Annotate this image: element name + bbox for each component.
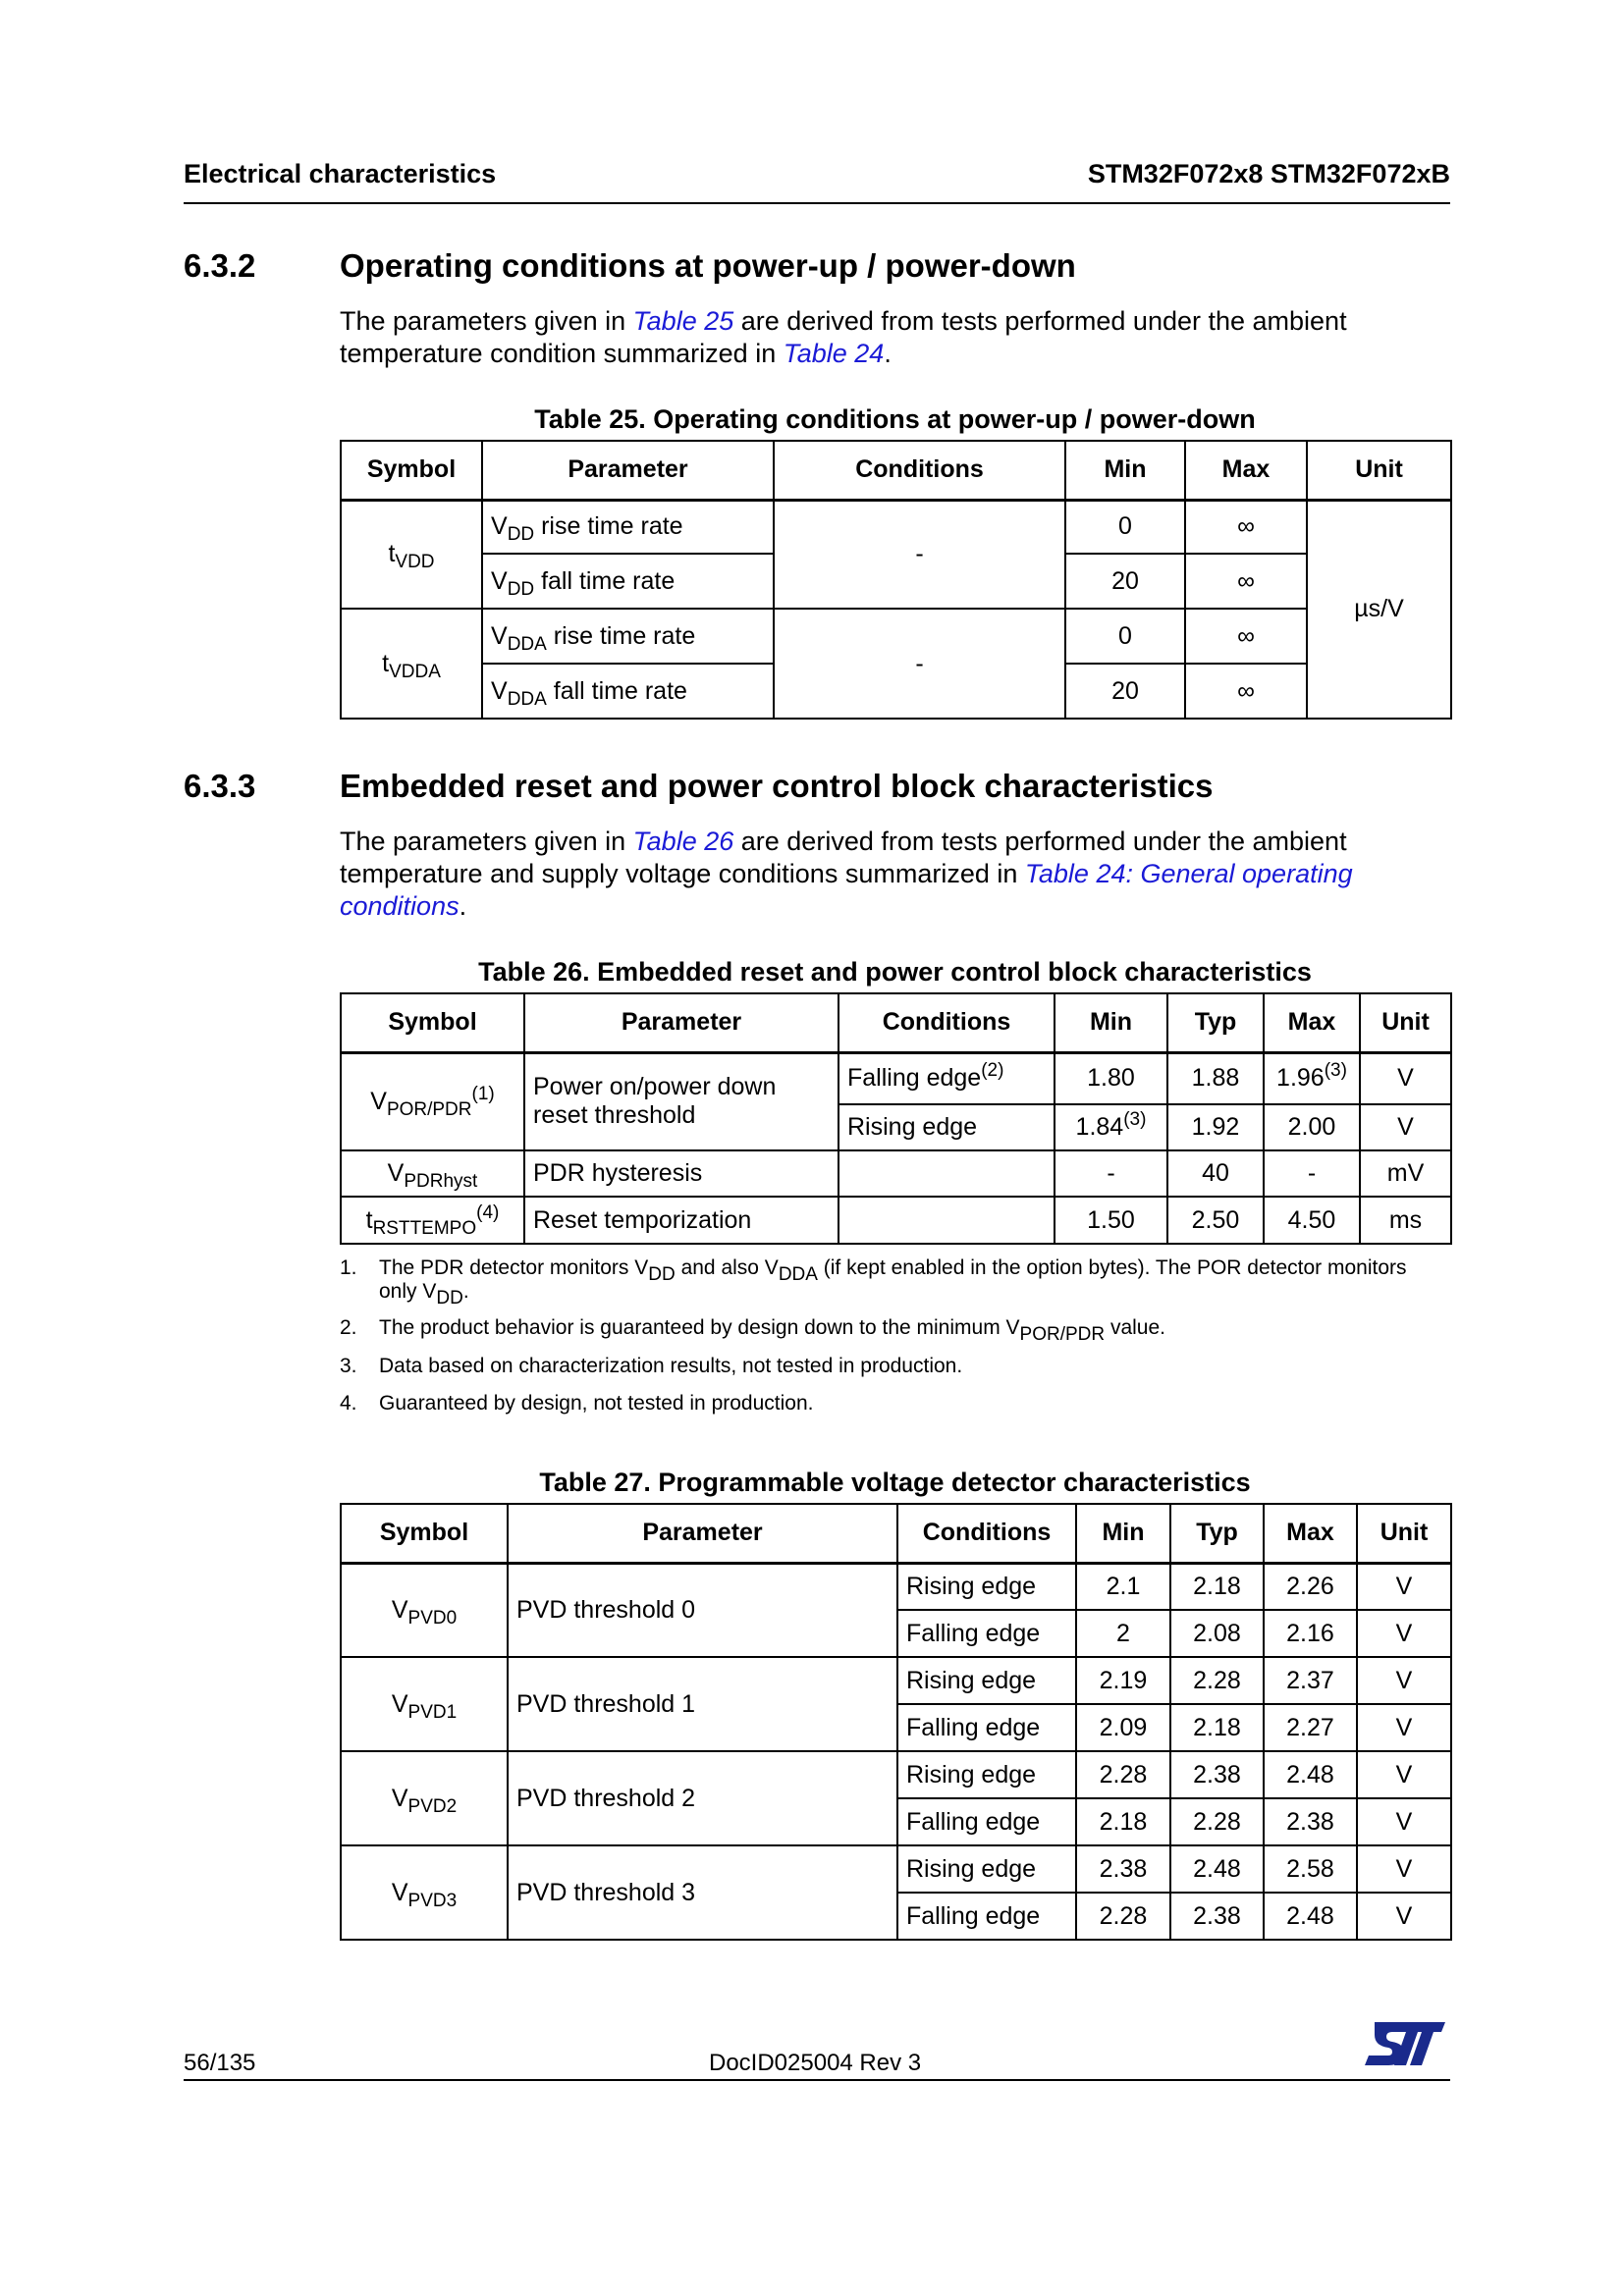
table-26 xyxy=(340,992,1452,1245)
t27-unit: V xyxy=(1357,1610,1451,1657)
t26-max: - xyxy=(1264,1150,1360,1197)
table-26-link[interactable]: Table 26 xyxy=(632,827,734,856)
t27-header-parameter: Parameter xyxy=(508,1504,897,1563)
t27-min: 2.09 xyxy=(1076,1704,1170,1751)
t25-header-max: Max xyxy=(1185,441,1307,500)
t25-param-vdda-fall: $V_{DDA}$ fall time rate xyxy=(482,664,774,719)
t27-symbol-vpvd2: $V_{PVD2}$ xyxy=(341,1751,508,1845)
section-title-632: Operating conditions at power-up / power-down xyxy=(340,247,1076,284)
t27-typ: 2.08 xyxy=(1170,1610,1264,1657)
t25-header-min: Min xyxy=(1065,441,1185,500)
t26-header-symbol: Symbol xyxy=(341,993,524,1052)
table-27-caption: Table 27. Programmable voltage detector characteristics xyxy=(539,1468,1251,1497)
t25-max: ∞ xyxy=(1185,500,1307,554)
t27-max: 2.37 xyxy=(1264,1657,1357,1704)
t27-cond: Falling edge xyxy=(897,1893,1076,1940)
t26-max: 1.96$^{(3)}$ xyxy=(1264,1052,1360,1104)
t25-header-conditions: Conditions xyxy=(774,441,1065,500)
t27-max: 2.58 xyxy=(1264,1845,1357,1893)
t27-typ: 2.28 xyxy=(1170,1657,1264,1704)
t25-max: ∞ xyxy=(1185,609,1307,664)
t27-unit: V xyxy=(1357,1657,1451,1704)
footnote-3: 3. Data based on characterization results, not tested in production. xyxy=(340,1355,963,1377)
t27-min: 2.19 xyxy=(1076,1657,1170,1704)
t26-header-min: Min xyxy=(1055,993,1167,1052)
t25-header-symbol: Symbol xyxy=(341,441,482,500)
t27-typ: 2.48 xyxy=(1170,1845,1264,1893)
t27-max: 2.26 xyxy=(1264,1563,1357,1610)
footnote-1: 1. The PDR detector monitors $V_{DD}$ and also $V_{DDA}$ (if kept enabled in the option bytes). The POR detector monitors only $V_{DD}$. xyxy=(340,1256,1407,1308)
t27-cond: Rising edge xyxy=(897,1845,1076,1893)
t27-cond: Rising edge xyxy=(897,1751,1076,1798)
t27-header-min: Min xyxy=(1076,1504,1170,1563)
t27-min: 2.28 xyxy=(1076,1893,1170,1940)
t26-min: - xyxy=(1055,1150,1167,1197)
t26-cond-hyst xyxy=(839,1150,1055,1197)
page-number: 56/135 xyxy=(184,2050,256,2076)
t27-min: 2 xyxy=(1076,1610,1170,1657)
t26-unit: mV xyxy=(1360,1150,1451,1197)
footnote-2: 2. The product behavior is guaranteed by design down to the minimum $V_{POR/PDR}$ value. xyxy=(340,1316,1165,1345)
table-27 xyxy=(340,1503,1452,1941)
t26-typ: 1.92 xyxy=(1167,1104,1264,1150)
table-25 xyxy=(340,440,1452,720)
section-title-633: Embedded reset and power control block characteristics xyxy=(340,768,1214,804)
t26-unit: V xyxy=(1360,1104,1451,1150)
t27-min: 2.28 xyxy=(1076,1751,1170,1798)
t27-max: 2.48 xyxy=(1264,1893,1357,1940)
table-24-link[interactable]: Table 24 xyxy=(783,339,885,368)
t26-unit: V xyxy=(1360,1052,1451,1104)
t27-typ: 2.38 xyxy=(1170,1751,1264,1798)
t27-header-unit: Unit xyxy=(1357,1504,1451,1563)
t25-max: ∞ xyxy=(1185,554,1307,609)
t25-min: 0 xyxy=(1065,500,1185,554)
t26-param-por: Power on/power down reset threshold xyxy=(524,1052,839,1150)
t25-param-vdda-rise: $V_{DDA}$ rise time rate xyxy=(482,609,774,664)
t26-header-parameter: Parameter xyxy=(524,993,839,1052)
t27-max: 2.27 xyxy=(1264,1704,1357,1751)
t26-min: 1.50 xyxy=(1055,1197,1167,1244)
t27-typ: 2.38 xyxy=(1170,1893,1264,1940)
t26-typ: 40 xyxy=(1167,1150,1264,1197)
t27-typ: 2.18 xyxy=(1170,1704,1264,1751)
t27-param-pvd0: PVD threshold 0 xyxy=(508,1563,897,1657)
t27-max: 2.48 xyxy=(1264,1751,1357,1798)
t27-cond: Rising edge xyxy=(897,1563,1076,1610)
t26-cond-falling: Falling edge$^{(2)}$ xyxy=(839,1052,1055,1104)
section-633-paragraph: The parameters given in Table 26 are derived from tests performed under the ambient temperature and supply voltage conditions summarized in Table 24: General operating conditions. xyxy=(340,827,1353,921)
t26-symbol-vpor: $V_{POR/PDR}^{(1)}$ xyxy=(341,1052,524,1150)
t27-header-max: Max xyxy=(1264,1504,1357,1563)
t26-header-conditions: Conditions xyxy=(839,993,1055,1052)
t27-header-conditions: Conditions xyxy=(897,1504,1076,1563)
t25-cond-2: - xyxy=(774,609,1065,719)
t26-typ: 2.50 xyxy=(1167,1197,1264,1244)
running-header-left: Electrical characteristics xyxy=(184,159,497,188)
t27-max: 2.38 xyxy=(1264,1798,1357,1845)
section-number-632: 6.3.2 xyxy=(184,247,256,284)
t27-symbol-vpvd1: $V_{PVD1}$ xyxy=(341,1657,508,1751)
t27-symbol-vpvd0: $V_{PVD0}$ xyxy=(341,1563,508,1657)
t26-cond-rst xyxy=(839,1197,1055,1244)
running-header-right: STM32F072x8 STM32F072xB xyxy=(1087,159,1450,188)
t26-param-rst: Reset temporization xyxy=(524,1197,839,1244)
t26-header-typ: Typ xyxy=(1167,993,1264,1052)
t27-header-typ: Typ xyxy=(1170,1504,1264,1563)
t25-min: 0 xyxy=(1065,609,1185,664)
t26-symbol-vpdrhyst: $V_{PDRhyst}$ xyxy=(341,1150,524,1197)
t26-max: 2.00 xyxy=(1264,1104,1360,1150)
t25-symbol-tvdd: $t_{VDD}$ xyxy=(341,500,482,609)
t26-typ: 1.88 xyxy=(1167,1052,1264,1104)
t26-max: 4.50 xyxy=(1264,1197,1360,1244)
doc-id: DocID025004 Rev 3 xyxy=(709,2050,922,2076)
t27-unit: V xyxy=(1357,1845,1451,1893)
t25-header-parameter: Parameter xyxy=(482,441,774,500)
t27-param-pvd1: PVD threshold 1 xyxy=(508,1657,897,1751)
t27-cond: Falling edge xyxy=(897,1704,1076,1751)
t27-unit: V xyxy=(1357,1563,1451,1610)
t27-unit: V xyxy=(1357,1798,1451,1845)
t27-min: 2.1 xyxy=(1076,1563,1170,1610)
t27-symbol-vpvd3: $V_{PVD3}$ xyxy=(341,1845,508,1940)
st-logo-icon xyxy=(1363,2020,1447,2067)
t25-unit: µs/V xyxy=(1307,500,1451,719)
section-632-paragraph: The parameters given in Table 25 are derived from tests performed under the ambient temperature condition summarized in Table 24. xyxy=(340,306,1347,368)
t27-param-pvd3: PVD threshold 3 xyxy=(508,1845,897,1940)
t27-min: 2.38 xyxy=(1076,1845,1170,1893)
t27-param-pvd2: PVD threshold 2 xyxy=(508,1751,897,1845)
table-25-caption: Table 25. Operating conditions at power-up / power-down xyxy=(534,404,1256,434)
t26-header-unit: Unit xyxy=(1360,993,1451,1052)
t27-min: 2.18 xyxy=(1076,1798,1170,1845)
t26-min: 1.84$^{(3)}$ xyxy=(1055,1104,1167,1150)
t27-cond: Falling edge xyxy=(897,1798,1076,1845)
t27-header-symbol: Symbol xyxy=(341,1504,508,1563)
t25-param-vdd-fall: $V_{DD}$ fall time rate xyxy=(482,554,774,609)
table-24-general-link[interactable]: Table 24: General operating conditions xyxy=(340,859,1353,921)
t26-header-max: Max xyxy=(1264,993,1360,1052)
t25-header-unit: Unit xyxy=(1307,441,1451,500)
section-number-633: 6.3.3 xyxy=(184,768,256,804)
t26-symbol-trsttempo: $t_{RSTTEMPO}^{(4)}$ xyxy=(341,1197,524,1244)
t27-cond: Rising edge xyxy=(897,1657,1076,1704)
footnote-4: 4. Guaranteed by design, not tested in production. xyxy=(340,1392,814,1415)
t25-cond-1: - xyxy=(774,500,1065,609)
table-25-link[interactable]: Table 25 xyxy=(632,306,734,336)
footer-rule xyxy=(184,2079,1450,2081)
t25-min: 20 xyxy=(1065,554,1185,609)
table-26-caption: Table 26. Embedded reset and power control block characteristics xyxy=(478,957,1312,987)
t26-cond-rising: Rising edge xyxy=(839,1104,1055,1150)
t27-unit: V xyxy=(1357,1893,1451,1940)
t25-max: ∞ xyxy=(1185,664,1307,719)
t25-param-vdd-rise: $V_{DD}$ rise time rate xyxy=(482,500,774,554)
header-rule xyxy=(184,202,1450,204)
t25-symbol-tvdda: $t_{VDDA}$ xyxy=(341,609,482,719)
t27-cond: Falling edge xyxy=(897,1610,1076,1657)
t26-min: 1.80 xyxy=(1055,1052,1167,1104)
t27-unit: V xyxy=(1357,1751,1451,1798)
t27-max: 2.16 xyxy=(1264,1610,1357,1657)
t25-min: 20 xyxy=(1065,664,1185,719)
t27-typ: 2.28 xyxy=(1170,1798,1264,1845)
t26-unit: ms xyxy=(1360,1197,1451,1244)
t26-param-hyst: PDR hysteresis xyxy=(524,1150,839,1197)
t27-unit: V xyxy=(1357,1704,1451,1751)
t27-typ: 2.18 xyxy=(1170,1563,1264,1610)
